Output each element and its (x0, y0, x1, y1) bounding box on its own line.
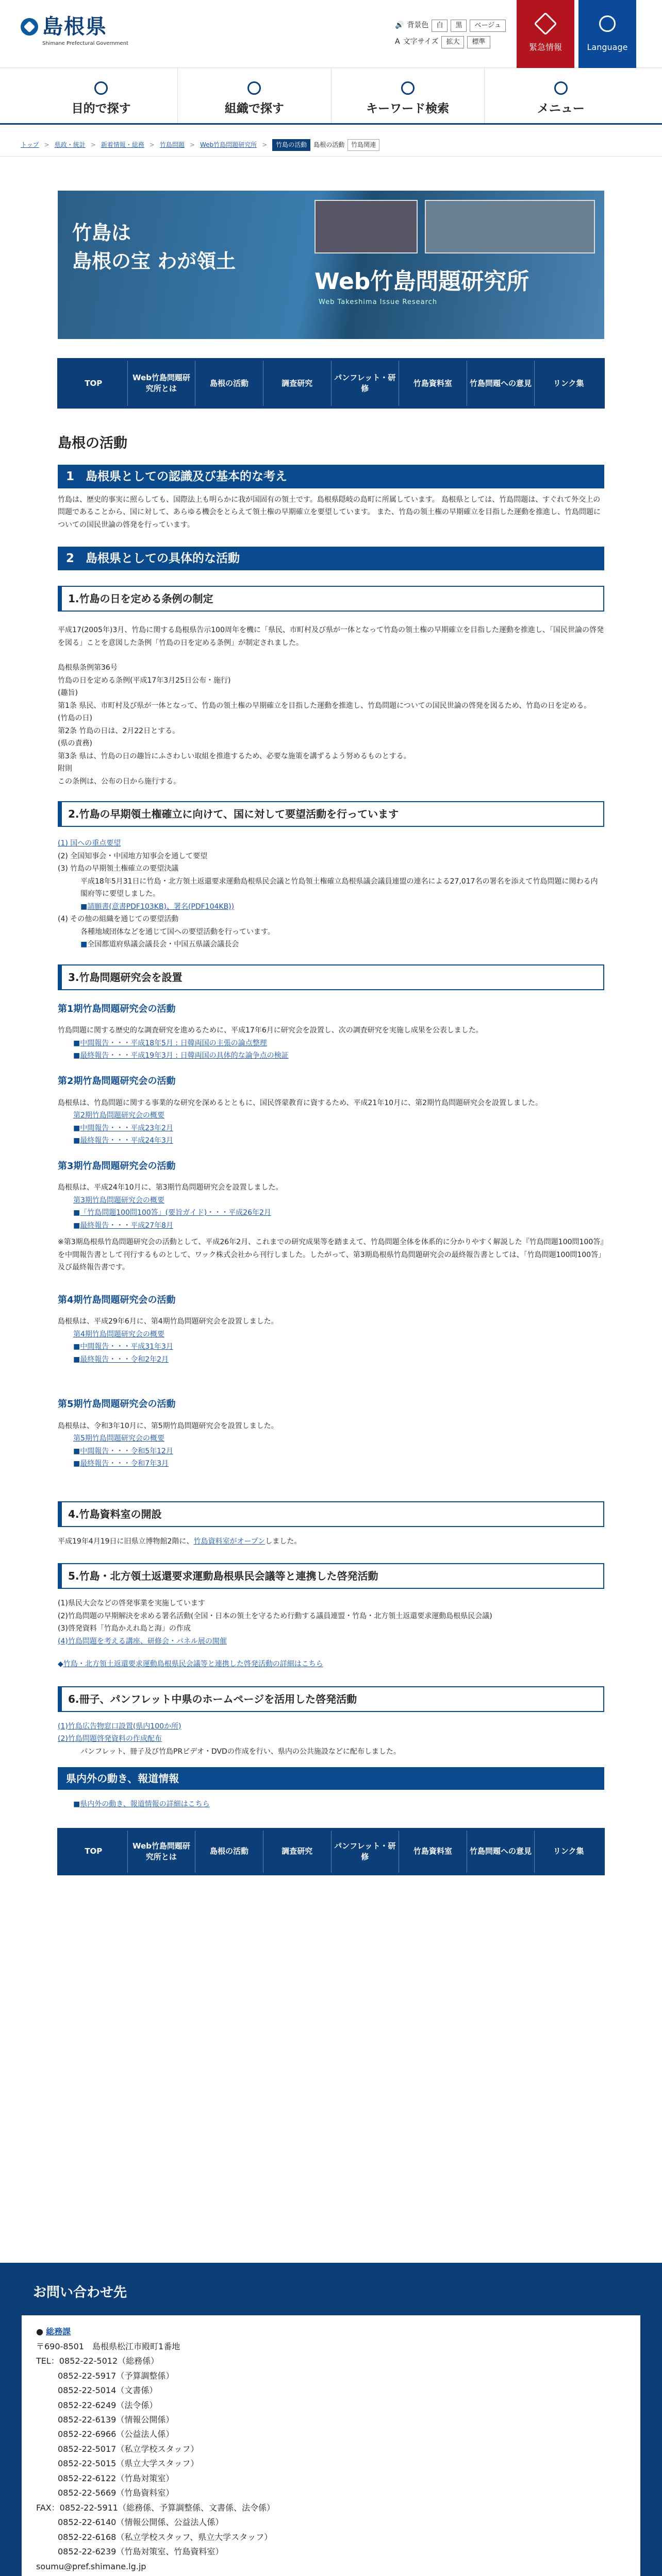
gnav-keyword[interactable]: キーワード検索 (332, 68, 485, 123)
group-heading: 第5期竹島問題研究会の活動 (58, 1399, 176, 1410)
link[interactable]: (1)竹島広告物窓口設置(県内100か所) (58, 1722, 181, 1731)
organization-icon (247, 81, 261, 95)
search-purpose-icon (94, 81, 108, 95)
voice-icon[interactable]: 🔊 (395, 21, 404, 30)
inquiry-box: ● 総務課 〒690-8501 島根県松江市殿町1番地 TEL：0852-22-5012（総務係） 0852-22-5917（予算調整係） 0852-22-5014（文書係） 0852-22-6249（法令係） 0852-22-6139（情報公開係） 0852-22-6966（公益法人係） 0852-22-5017（私立学校スタッフ） 0852-22-5015（県立大学スタッフ） 0852-22-6122（竹島対策室） 0852-22-5669（竹島資料室） FAX：0852-22-5911（総務係、予算調整係、文書係、法令係） 0852-22-6140（情報公開係、公益法人係） 0852-22-6168（私立学校スタッフ、県立大学スタッフ） 0852-22-6239（竹島対策室、竹島資料室） soumu@pref.shimane.lg.jp (22, 2315, 640, 2576)
section-nav (58, 359, 604, 408)
link[interactable]: 最終報告・・・平成24年3月 (80, 1137, 173, 1145)
section-heading: 2 島根県としての具体的な活動 (58, 547, 604, 570)
snav-pamphlet[interactable]: パンフレット・研修 (332, 1831, 400, 1873)
snav-research[interactable]: 調査研究 (263, 1831, 332, 1873)
gnav-purpose[interactable]: 目的で探す (25, 68, 178, 123)
logo-subtitle: Shimane Prefectural Government (42, 41, 128, 46)
emergency-label: 緊急情報 (528, 42, 562, 52)
menu-icon (554, 81, 568, 95)
link[interactable]: 第3期竹島問題研究会の概要 (73, 1196, 164, 1205)
subsection-heading: 2.竹島の早期領土権確立に向けて、国に対して要望活動を行っています (58, 801, 604, 827)
accessibility-tools (395, 18, 508, 50)
email[interactable]: soumu@pref.shimane.lg.jp (36, 2561, 146, 2571)
emergency-button[interactable] (517, 0, 574, 68)
breadcrumb-item[interactable]: トップ (21, 141, 39, 149)
breadcrumb-item[interactable]: 新着情報・総務 (101, 141, 144, 149)
logo-text: 島根県 (42, 14, 107, 39)
breadcrumb-item[interactable]: 竹島の活動 (272, 139, 310, 150)
bg-white-button[interactable]: 白 (432, 20, 448, 32)
snav-opinion[interactable]: 竹島問題への意見 (467, 361, 535, 406)
dept-link[interactable]: 総務課 (46, 2327, 71, 2337)
subsection-text: 平成17(2005年)3月、竹島に関する島根県告示100周年を機に「県民、市町村及び県が一体となって竹島の領土権の早期確立を目指した運動を推進し、「国民世論の啓発を図る」ことを意図した条例「竹島の日を定める条例」が制定されました。 (58, 626, 604, 647)
link[interactable]: 「竹島問題100問100答」(要旨ガイド)・・・平成26年2月 (80, 1209, 271, 1217)
snav-activities[interactable]: 島根の活動 (195, 1831, 263, 1873)
takeshima-banner (58, 191, 604, 339)
font-size-label: 文字サイズ (403, 38, 439, 46)
page-title: 島根の活動 (58, 435, 127, 451)
group-heading: 第3期竹島問題研究会の活動 (58, 1160, 176, 1172)
banner-subtitle: Web Takeshima Issue Research (319, 298, 438, 306)
banner-photo-island (315, 200, 418, 253)
snav-opinion[interactable]: 竹島問題への意見 (467, 1831, 535, 1873)
language-label: Language (587, 42, 628, 52)
shimane-emblem-icon (21, 18, 38, 36)
info-icon: ● (36, 2327, 43, 2337)
language-button[interactable] (578, 0, 636, 68)
snav-pamphlet[interactable]: パンフレット・研修 (332, 361, 400, 406)
breadcrumb-item[interactable]: 県政・統計 (54, 141, 86, 149)
font-size-std-button[interactable]: 標準 (467, 36, 490, 48)
snav-links[interactable]: リンク集 (553, 378, 584, 388)
breadcrumb-item[interactable]: Web竹島問題研究所 (200, 141, 257, 149)
snav-archive[interactable]: 竹島資料室 (399, 361, 467, 406)
gnav-organization[interactable]: 組織で探す (178, 68, 331, 123)
group-heading: 第2期竹島問題研究会の活動 (58, 1075, 176, 1087)
banner-title: Web竹島問題研究所 (315, 268, 529, 295)
breadcrumb-tag[interactable]: 竹島関連 (347, 139, 379, 150)
breadcrumb-item[interactable]: 竹島問題 (159, 141, 185, 149)
subsection-heading: 6.冊子、パンフレット中県のホームページを活用した啓発活動 (58, 1686, 604, 1712)
group-heading: 第4期竹島問題研究会の活動 (58, 1294, 176, 1306)
font-size-up-button[interactable]: 拡大 (441, 36, 464, 48)
snav-about[interactable]: Web竹島問題研究所とは (128, 1831, 196, 1873)
subsection-heading: 3.竹島問題研究会を設置 (58, 964, 604, 990)
warning-icon (534, 12, 557, 35)
link[interactable]: 第5期竹島問題研究会の概要 (73, 1434, 164, 1443)
link[interactable]: 第2期竹島問題研究会の概要 (73, 1111, 164, 1120)
breadcrumb-current: 島根の活動 (313, 141, 345, 149)
link[interactable]: (1) 国への重点要望 (58, 839, 121, 848)
bg-black-button[interactable]: 黒 (451, 20, 467, 32)
section-text: 竹島は、歴史的事実に照らしても、国際法上も明らかに我が国固有の領土です。島根県隠岐の島町に所属しています。 島根県としては、竹島問題は、すぐれて外交上の問題であることから、国に対して、あらゆる機会をとらえて領土権の早期確立を要望しています。 また、竹島の領土権の早期確立を目指した運動を推進し、竹島問題についての国民世論の啓発を行っています。 (58, 495, 601, 529)
inquiry-title: お問い合わせ先 (33, 2285, 127, 2300)
link[interactable]: 第4期竹島問題研究会の概要 (73, 1330, 164, 1338)
link[interactable]: 中間報告・・・平成18年5月 : 日韓両国の主張の論点整理 (80, 1039, 267, 1047)
gnav-menu[interactable]: メニュー (485, 68, 637, 123)
link[interactable]: 竹島資料室がオープン (193, 1537, 266, 1546)
link[interactable]: 請願書(意書PDF103KB)、署名(PDF104KB)) (87, 902, 235, 911)
section-heading: 県内外の動き、報道情報 (58, 1767, 604, 1790)
link[interactable]: 中間報告・・・平成31年3月 (80, 1343, 173, 1351)
font-size-icon: A (395, 38, 400, 46)
banner-photo-history (425, 200, 595, 253)
main-content: 島根の活動 1 島根県としての認識及び基本的な考え 竹島は、歴史的事実に照らしても、国際法上も明らかに我が国固有の領土です。島根県隠岐の島町に所属しています。 島根県としては、竹島問題は、すぐれて外交上の問題であることから、国に対して、あらゆる機会をとらえて領土権の早期確立を要望しています。 また、竹島の領土権の早期確立を目指した運動を推進し、竹島問題についての国民世論の啓発を行っています。 2 島根県としての具体的な活動 1.竹島の日を定める条例の制定 平成17(2005年)3月、竹島に関する島根県告示100周年を機に「県民、市町村及び県が一体となって竹島の領土権の早期確立を目指した運動を推進し、「国民世論の啓発を図る」ことを意図した条例「竹島の日を定める条例」が制定されました。 島根県条例第36号 竹島の日を定める条例(平成17年3月25日公布・施行) (趣旨) 第1条 県民、市町村及び県が一体となって、竹島の領土権の早期確立を目指した運動を推進し、竹島問題についての国民世論の啓発を図るため、竹島の日を定める。 (竹島の日) 第2条 竹島の日は、2月22日とする。 (県の責務) 第3条 県は、竹島の日の趣旨にふさわしい取組を推進するため、必要な施策を講ずるよう努めるものとする。 附則 この条例は、公布の日から施行する。 2.竹島の早期領土権確立に向けて、国に対して要望活動を行っています (1) 国への重点要望 (2) 全国知事会・中国地方知事会を通して要望 (3) 竹島の早期領土権確立の要望決議 平成18年5月31日に竹島・北方領土返還要求運動島根県民会議と竹島領土権確立島根県議会議員連盟の連名による27,017名の署名を添えて竹島問題に関わる内閣府等に要望しました。 ■請願書(意書PDF103KB)、署名(PDF104KB)) (4) その他の組織を通じての要望活動 各種地域団体などを通じて国への要望活動を行っています。 ■全国都道府県議会議長会・中国五県議会議長会 3.竹島問題研究会を設置 第1期竹島問題研究会の活動 竹島問題に関する歴史的な調査研究を進めるために、平成17年6月に研究会を設置し、次の調査研究を実施し成果を公表しました。 ■中間報告・・・平成18年5月 : 日韓両国の主張の論点整理 ■最終報告・・・平成19年3月 : 日韓両国の具体的な論争点の検証 第2期竹島問題研究会の活動 島根県は、竹島問題に関する事業的な研究を深めるとともに、国民啓蒙教育に資するため、平成21年10月に、第2期竹島問題研究会を設置しました。 第2期竹島問題研究会の概要 ■中間報告・・・平成23年2月 ■最終報告・・・平成24年3月 第3期竹島問題研究会の活動 島根県は、平成24年10月に、第3期竹島問題研究会を設置しました。 第3期竹島問題研究会の概要 ■「竹島問題100問100答」(要旨ガイド)・・・平成26年2月 ■最終報告・・・平成27年8月 ※第3期島根県竹島問題研究会の活動として、平成26年2月、これまでの研究成果等を踏まえて、竹島問題全体を体系的に分かりやすく解説した『竹島問題100問100答』を中間報告書として刊行するものとして、ワック株式会社から刊行しました。したがって、第3期島根県竹島問題研究会の最終報告書としては、「竹島問題100問100答」及び最終報告書です。 第4期竹島問題研究会の活動 島根県は、平成29年6月に、第4期竹島問題研究会を設置しました。 第4期竹島問題研究会の概要 ■中間報告・・・平成31年3月 ■最終報告・・・令和2年2月 第5期竹島問題研究会の活動 島根県は、令和3年10月に、第5期竹島問題研究会を設置しました。 第5期竹島問題研究会の概要 ■中間報告・・・令和5年12月 ■最終報告・・・令和7年3月 4.竹島資料室の開設 平成19年4月19日に旧県立博物館2階に、竹島資料室がオープンしました。 5.竹島・北方領土返還要求運動島根県民会議等と連携した啓発活動 (1)県民大会などの啓発事業を実施しています (2)竹島問題の早期解決を求める署名活動(全国・日本の領土を守るため行動する議員連盟・竹島・北方領土返還要求運動島根県民会議) (3)啓発資料「竹島かえれ島と海」の作成 (4)竹島問題を考える講座、研修会・パネル展の開催 ◆竹島・北方領土返還要求運動島根県民会議等と連携した啓発活動の詳細はこちら 6.冊子、パンフレット中県のホームページを活用した啓発活動 (1)竹島広告物窓口設置(県内100か所) (2)竹島問題啓発資料の作成配布 パンフレット、冊子及び竹島PRビデオ・DVDの作成を行い、県内の公共施設などに配布しました。 県内外の動き、報道情報 ■県内外の動き、報道情報の詳細はこちら TOP Web竹島問題研究所とは 島根の活動 調査研究 パンフレット・研修 竹島資料室 竹島問題への意見 リンク集 (58, 432, 604, 1875)
globe-icon (599, 15, 616, 32)
inquiry-section (0, 2263, 662, 2576)
snav-research[interactable]: 調査研究 (263, 361, 332, 406)
link[interactable]: 最終報告・・・平成27年8月 (80, 1221, 173, 1230)
link[interactable]: 竹島・北方領土返還要求運動島根県民会議等と連携した啓発活動の詳細はこちら (63, 1660, 323, 1669)
snav-about[interactable]: Web竹島問題研究所とは (128, 361, 196, 406)
link[interactable]: 最終報告・・・令和2年2月 (80, 1355, 169, 1364)
snav-activities[interactable]: 島根の活動 (195, 361, 263, 406)
site-logo[interactable] (21, 16, 107, 37)
snav-links[interactable]: リンク集 (553, 1846, 584, 1856)
subsection-heading: 1.竹島の日を定める条例の制定 (58, 586, 604, 612)
breadcrumb: トップ > 県政・統計 > 新着情報・総務 > 竹島問題 > Web竹島問題研究所 > 竹島の活動 島根の活動 竹島関連 (0, 134, 662, 157)
link[interactable]: 中間報告・・・令和5年12月 (80, 1447, 173, 1455)
section-heading: 1 島根県としての認識及び基本的な考え (58, 465, 604, 488)
group-heading: 第1期竹島問題研究会の活動 (58, 1003, 176, 1014)
snav-top[interactable]: TOP (60, 361, 128, 406)
link[interactable]: 県内外の動き、報道情報の詳細はこちら (80, 1800, 210, 1809)
subsection-heading: 4.竹島資料室の開設 (58, 1501, 604, 1527)
bg-color-label: 背景色 (407, 21, 429, 30)
subsection-heading: 5.竹島・北方領土返還要求運動島根県民会議等と連携した啓発活動 (58, 1563, 604, 1589)
link[interactable]: (4)竹島問題を考える講座、研修会・パネル展の開催 (58, 1637, 227, 1646)
ordinance-text: 島根県条例第36号 竹島の日を定める条例(平成17年3月25日公布・施行) (趣旨) 第1条 県民、市町村及び県が一体となって、竹島の領土権の早期確立を目指した運動を推進し、竹島問題についての国民世論の啓発を図るため、竹島の日を定める。 (竹島の日) 第2条 竹島の日は、2月22日とする。 (県の責務) 第3条 県は、竹島の日の趣旨にふさわしい取組を推進するため、必要な施策を講ずるよう努めるものとする。 附則 この条例は、公布の日から施行する。 (58, 664, 591, 786)
banner-slogan: 竹島は 島根の宝 わが領土 (72, 221, 236, 273)
section-nav-bottom (58, 1828, 604, 1875)
link[interactable]: 最終報告・・・令和7年3月 (80, 1460, 169, 1468)
link[interactable]: (2)竹島問題啓発資料の作成配布 (58, 1735, 162, 1743)
bg-beige-button[interactable]: ベージュ (470, 20, 505, 32)
site-header (0, 0, 662, 68)
snav-top[interactable]: TOP (60, 1831, 128, 1873)
search-icon (401, 81, 415, 95)
link[interactable]: 最終報告・・・平成19年3月 : 日韓両国の具体的な論争点の検証 (80, 1052, 289, 1060)
link[interactable]: 中間報告・・・平成23年2月 (80, 1124, 173, 1132)
snav-archive[interactable]: 竹島資料室 (399, 1831, 467, 1873)
global-nav (0, 68, 662, 125)
